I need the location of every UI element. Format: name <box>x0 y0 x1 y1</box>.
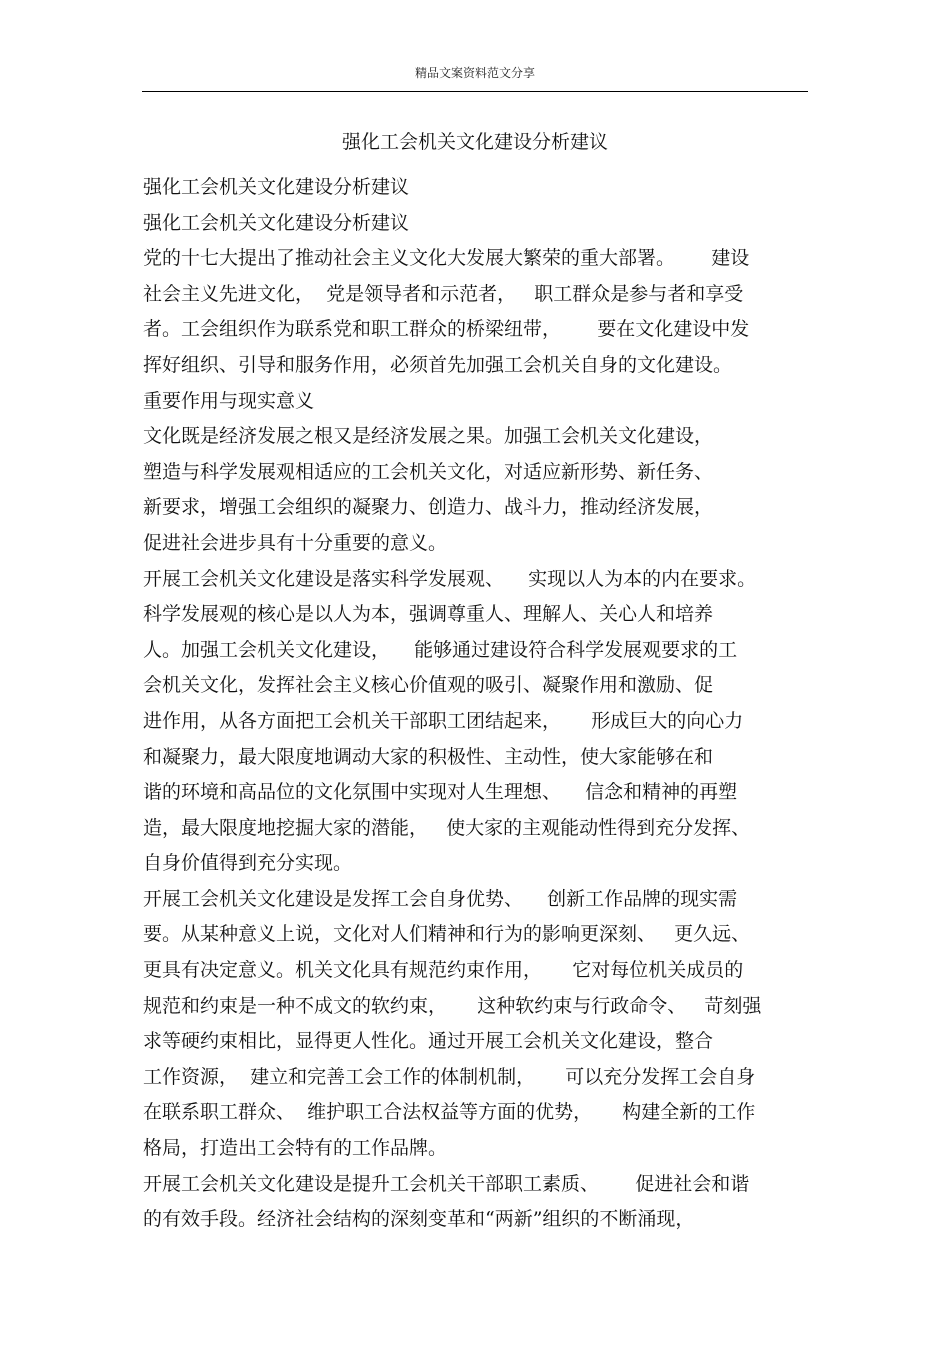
body-text-line: 塑造与科学发展观相适应的工会机关文化，对适应新形势、新任务、 <box>143 460 714 483</box>
body-text-line: 党的十七大提出了推动社会主义文化大发展大繁荣的重大部署。 建设 <box>143 247 750 270</box>
body-text-line: 会机关文化，发挥社会主义核心价值观的吸引、凝聚作用和激励、促 <box>143 674 714 697</box>
body-text-line: 的有效手段。经济社会结构的深刻变革和“两新”组织的不断涌现， <box>143 1208 695 1231</box>
body-text-line: 谐的环境和高品位的文化氛围中实现对人生理想、 信念和精神的再塑 <box>143 781 738 804</box>
body-text-line: 强化工会机关文化建设分析建议 <box>143 211 410 234</box>
body-text-line: 和凝聚力，最大限度地调动大家的积极性、主动性，使大家能够在和 <box>143 745 714 768</box>
body-text-line: 造，最大限度地挖掘大家的潜能， 使大家的主观能动性得到充分发挥、 <box>143 816 751 839</box>
body-text-line: 社会主义先进文化， 党是领导者和示范者， 职工群众是参与者和享受 <box>143 282 744 305</box>
body-text-line: 格局，打造出工会特有的工作品牌。 <box>143 1137 448 1160</box>
body-text-line: 在联系职工群众、 维护职工合法权益等方面的优势， 构建全新的工作 <box>143 1101 756 1124</box>
body-text-line: 重要作用与现实意义 <box>143 389 315 412</box>
body-text-line: 开展工会机关文化建设是发挥工会自身优势、 创新工作品牌的现实需 <box>143 887 738 910</box>
body-text-line: 规范和约束是一种不成文的软约束， 这种软约束与行政命令、 苛刻强 <box>143 994 762 1017</box>
body-text-line: 促进社会进步具有十分重要的意义。 <box>143 531 448 554</box>
document-body <box>143 170 808 1238</box>
document-title: 强化工会机关文化建设分析建议 <box>341 131 608 153</box>
body-text-line: 文化既是经济发展之根又是经济发展之果。加强工会机关文化建设， <box>143 425 714 448</box>
body-text-line: 强化工会机关文化建设分析建议 <box>143 176 410 198</box>
body-text-line: 更具有决定意义。机关文化具有规范约束作用， 它对每位机关成员的 <box>143 959 744 982</box>
page-header: 精品文案资料范文分享 <box>414 66 535 80</box>
body-text-line: 要。从某种意义上说，文化对人们精神和行为的影响更深刻、 更久远、 <box>143 923 751 946</box>
body-text-line: 工作资源， 建立和完善工会工作的体制机制， 可以充分发挥工会自身 <box>143 1065 756 1088</box>
body-text-line: 者。工会组织作为联系党和职工群众的桥梁纽带， 要在文化建设中发 <box>143 318 750 341</box>
body-text-line: 开展工会机关文化建设是落实科学发展观、 实现以人为本的内在要求。 <box>143 567 757 590</box>
body-text-line: 科学发展观的核心是以人为本，强调尊重人、理解人、关心人和培养 <box>143 603 714 626</box>
body-text-line: 新要求，增强工会组织的凝聚力、创造力、战斗力，推动经济发展， <box>143 496 714 519</box>
body-text-line: 人。加强工会机关文化建设， 能够通过建设符合科学发展观要求的工 <box>143 638 738 661</box>
body-text-line: 开展工会机关文化建设是提升工会机关干部职工素质、 促进社会和谐 <box>143 1172 750 1195</box>
body-text-line: 进作用，从各方面把工会机关干部职工团结起来， 形成巨大的向心力 <box>143 709 744 732</box>
body-text-line: 求等硬约束相比，显得更人性化。通过开展工会机关文化建设，整合 <box>143 1030 714 1053</box>
header-divider <box>142 91 808 92</box>
body-text-line: 自身价值得到充分实现。 <box>143 852 353 875</box>
body-text-line: 挥好组织、引导和服务作用，必须首先加强工会机关自身的文化建设。 <box>143 353 733 376</box>
